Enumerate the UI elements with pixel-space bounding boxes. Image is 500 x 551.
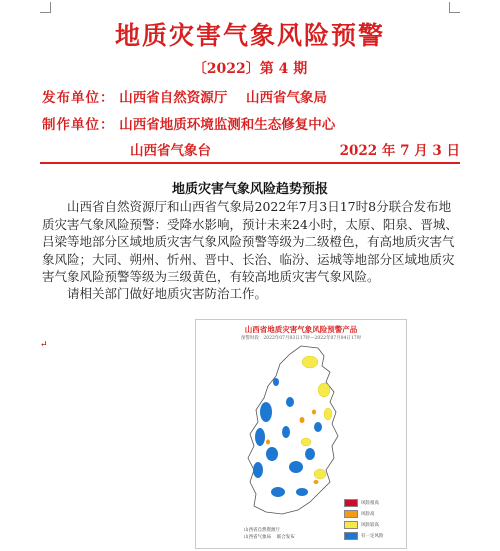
section-heading: 地质灾害气象风险趋势预报 [171, 182, 328, 197]
publisher-names: 山西省自然资源厅 山西省气象局 [119, 90, 328, 106]
producer-name-1: 山西省地质环境监测和生态修复中心 [119, 117, 336, 133]
document-title: 地质灾害气象风险预警 [114, 21, 385, 50]
risk-map-figure[interactable] [195, 319, 407, 549]
map-subtitle: 预警时段：2022年07月03日17时—2022年07月04日17时 [240, 336, 362, 341]
legend-swatch [344, 510, 358, 518]
issue-number: 〔2022〕第 4 期 [192, 61, 308, 77]
legend-item-high: 风险高 [344, 509, 384, 519]
producer-name-2: 山西省气象台 [130, 143, 211, 159]
map-credit: 山西省自然资源厅 山西省气象局 联合发布 [244, 528, 295, 540]
map-title: 山西省地质灾害气象风险预警产品 [244, 325, 358, 334]
legend-item-very-high: 风险很高 [344, 498, 384, 508]
header-divider [40, 162, 460, 164]
map-legend [344, 498, 384, 542]
page-corner-mark-left [40, 2, 51, 13]
paragraph-anchor-icon: ↵ [40, 340, 48, 350]
legend-item-some-risk: 有一定风险 [344, 531, 384, 541]
body-paragraph: 山西省自然资源厅和山西省气象局2022年7月3日17时8分联合发布地质灾害气象风险预警：受降水影响，预计未来24小时，太原、阳泉、晋城、吕梁等地部分区域地质灾害气象风险预警等级为二级橙色，有高地质灾害气象风险；大同、朔州、忻州、晋中、长治、临汾、运城等地部分区域地质灾害气象风险预警等级为三级黄色，有较高地质灾害气象风险。 [42, 199, 458, 285]
issue-date: 2022 年 7 月 3 日 [339, 143, 460, 159]
producer-label: 制作单位： [42, 117, 115, 133]
publisher-label: 发布单位： [42, 90, 115, 106]
page-corner-mark-right [449, 2, 460, 13]
legend-swatch [344, 521, 358, 529]
legend-item-relatively-high: 风险较高 [344, 520, 384, 530]
closing-paragraph: 请相关部门做好地质灾害防治工作。 [67, 286, 268, 301]
legend-swatch [344, 532, 358, 540]
legend-swatch [344, 499, 358, 507]
publisher-row [42, 86, 327, 106]
producer-row [42, 113, 335, 133]
